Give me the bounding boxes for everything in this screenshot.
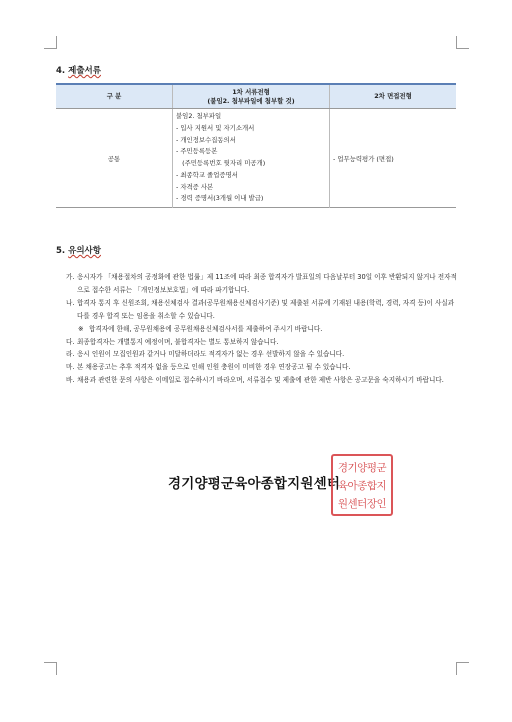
crop-mark-top-left	[44, 36, 57, 49]
seal-row: 육아종합지	[337, 480, 387, 492]
note-item	[66, 361, 458, 374]
note-marker: 바.	[66, 376, 75, 385]
header-second-stage: 2차 면접전형	[330, 84, 457, 109]
seal-row: 원센터장인	[337, 498, 387, 510]
section-4-title: 제출서류	[68, 66, 101, 76]
header-first-line1: 1차 서류전형	[232, 88, 270, 96]
section-5-heading	[56, 244, 101, 256]
cell-gubun: 공통	[56, 109, 173, 208]
note-marker: 마.	[66, 363, 75, 372]
note-marker: 다.	[66, 337, 75, 346]
note-marker: 나.	[66, 298, 75, 307]
header-first-stage	[173, 84, 330, 109]
note-item	[66, 271, 458, 297]
doc-list-item: - 최종학교 졸업증명서	[176, 170, 238, 179]
note-marker: ※	[78, 324, 84, 333]
note-text: 최종합격자는 개별통지 예정이며, 불합격자는 별도 통보하지 않습니다.	[77, 337, 279, 346]
section-5-title: 유의사항	[68, 246, 101, 256]
note-item	[66, 323, 458, 336]
note-text: 응시자가 「채용절차의 공정화에 관한 법률」제 11조에 따라 최종 합격자가 발표일의 다음날부터 30일 이후 반환되지 않거나 전자적으로 접수한 서류는 「개인정보보호법」에 따라 파기합니다.	[77, 273, 457, 294]
official-seal	[331, 454, 393, 516]
cell-second: - 업무능력평가 (면접)	[333, 154, 394, 163]
note-item	[66, 336, 458, 349]
note-item	[66, 374, 458, 387]
crop-mark-bottom-right	[456, 662, 469, 675]
doc-list-item: - 자격증 사본	[176, 182, 214, 191]
doc-list-item: 붙임2. 첨부파일	[176, 112, 222, 121]
table-header-row	[56, 84, 456, 109]
doc-list-item: - 주민등록등본	[176, 147, 218, 156]
cell-first-docs	[173, 109, 330, 208]
note-text: 채용과 관련한 문의 사항은 이메일로 접수하시기 바라오며, 서류접수 및 제출에 관한 제반 사항은 공고문을 숙지하시기 바랍니다.	[77, 376, 444, 385]
crop-mark-bottom-left	[44, 662, 57, 675]
note-item	[66, 297, 458, 323]
crop-mark-top-right	[456, 36, 469, 49]
section-5-number: 5.	[56, 246, 66, 256]
first-docs-list	[176, 111, 326, 205]
documents-table	[56, 83, 456, 208]
seal-characters	[336, 459, 388, 511]
organization-name: 경기양평군육아종합지원센터	[168, 476, 341, 492]
table-row	[56, 109, 456, 208]
doc-list-item: - 개인정보수집동의서	[176, 135, 236, 144]
note-marker: 라.	[66, 350, 75, 359]
note-marker: 가.	[66, 273, 75, 281]
doc-list-item: - 경력 증명서(3개월 이내 발급)	[176, 194, 264, 203]
seal-row: 경기양평군	[337, 462, 387, 474]
header-first-line2: (붙임2. 첨부파일에 첨부할 것)	[207, 96, 295, 105]
note-text: 합격자에 한해, 공무원채용에 공무원채용신체검사서를 제출하여 주시기 바랍니다.	[89, 324, 323, 333]
notes-list	[66, 271, 458, 387]
section-4-number: 4.	[56, 66, 66, 76]
note-text: 합격자 통지 후 신원조회, 채용신체검사 결과(공무원채용신체검사기준) 및 제출된 서류에 기재된 내용(학력, 경력, 자격 등)이 사실과 다를 경우 합격 또는 임용을 취소할 수 있습니다.	[77, 298, 455, 320]
doc-list-item: (주민등록번호 뒷자리 미공개)	[176, 159, 266, 168]
note-text: 응시 인원이 모집인원과 같거나 미달하더라도 적격자가 없는 경우 선발하지 않을 수 있습니다.	[77, 350, 345, 359]
doc-list-item: - 입사 지원서 및 자기소개서	[176, 123, 255, 132]
note-text: 본 채용공고는 추후 적격자 없을 등으로 인해 인원 충원이 미비한 경우 연장공고 될 수 있습니다.	[77, 363, 351, 372]
note-item	[66, 348, 458, 361]
header-gubun: 구 분	[56, 84, 173, 109]
section-4-heading	[56, 64, 101, 76]
